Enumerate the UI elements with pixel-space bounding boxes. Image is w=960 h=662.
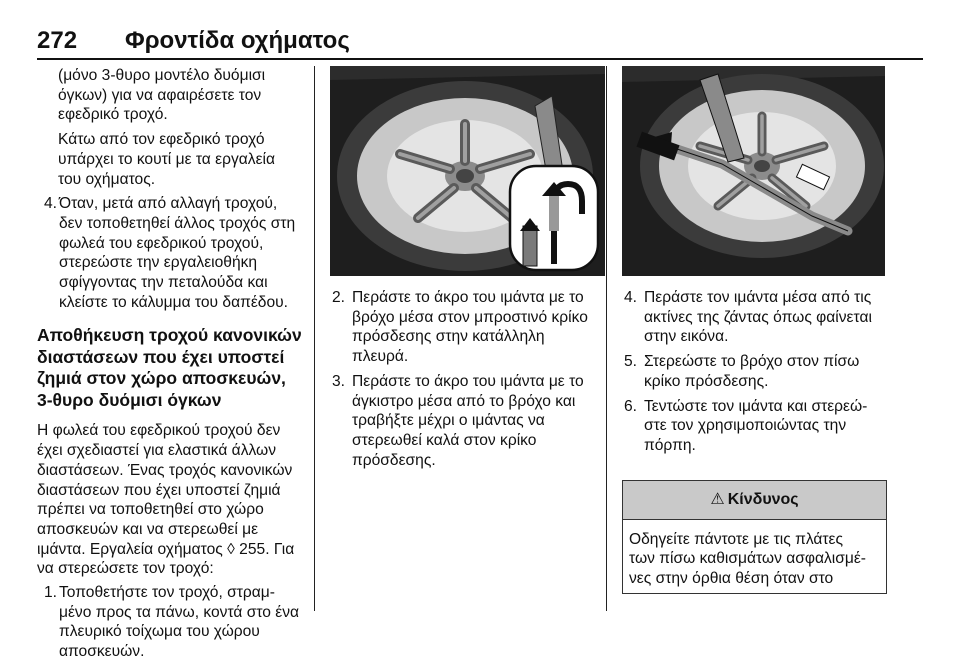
step-4-through-spokes: 4. Περάστε τον ιμάντα μέσα από τις ακτίνες της ζάντας όπως φαίνεται στην εικόνα.	[624, 289, 872, 346]
page-reference-icon: ◊	[227, 540, 235, 558]
page-header	[37, 20, 923, 60]
column-divider-1	[314, 66, 315, 611]
step-4-toolbox: 4. Όταν, μετά από αλλαγή τροχού, δεν τοποθετηθεί άλλος τροχός στη φωλεά του εφεδρικού τροχού, στερεώστε την εργαλειοθήκη σφίγγοντας την πεταλούδα και κλείστε το κάλυμμα του δαπέδου.	[44, 195, 296, 311]
page-reference-link[interactable]: 255. Για	[239, 540, 295, 558]
column-left	[37, 66, 305, 662]
steps-list-a	[37, 194, 305, 312]
continued-paragraph-2: Κάτω από τον εφεδρικό τροχό υπάρχει το κουτί με τα εργαλεία του οχήματος.	[58, 131, 276, 188]
step-5-rear-eyelet: 5. Στερεώστε το βρόχο στον πίσω κρίκο πρόσδεσης.	[624, 353, 860, 390]
step-3-hook-loop: 3. Περάστε το άκρο του ιμάντα με το άγκιστρο μέσα από το βρόχο και τραβήξτε μέχρι ο ιμάντας να στερεωθεί καλά στον κρίκο πρόσδεσης.	[332, 372, 584, 469]
warning-header	[623, 481, 886, 520]
column-right	[622, 66, 885, 594]
warning-title: Κίνδυνος	[727, 490, 799, 508]
illustration-strap-through-eyelet	[330, 66, 605, 276]
step-1-place-wheel: 1. Τοποθετήστε τον τροχό, στραμ- μένο προς τα πάνω, κοντά στο ένα πλευρικό τοίχωμα του χώρου αποσκευών.	[44, 584, 300, 661]
steps-list-c	[330, 288, 605, 470]
step-2-pass-strap: 2. Περάστε το άκρο του ιμάντα με το βρόχο μέσα στον μπροστινό κρίκο πρόσδεσης στην κατάλληλη πλευρά.	[332, 289, 588, 366]
warning-text: Οδηγείτε πάντοτε με τις πλάτες των πίσω καθισμάτων ασφαλισμέ- νες στην όρθια θέση όταν στο	[629, 530, 867, 588]
warning-triangle-icon: ⚠	[710, 490, 725, 508]
continued-paragraph-1: (μόνο 3-θυρο μοντέλο δυόμισι όγκων) για να αφαιρέσετε τον εφεδρικό τροχό.	[58, 67, 266, 124]
danger-warning-box	[622, 480, 887, 594]
page-number: 272	[37, 27, 78, 54]
column-middle	[330, 66, 605, 470]
illustration-strap-through-spokes	[622, 66, 885, 276]
step-6-tighten-strap: 6. Τεντώστε τον ιμάντα και στερεώ- στε τον χρησιμοποιώντας την πόρπη.	[624, 397, 868, 454]
steps-list-b	[37, 583, 305, 662]
column-divider-2	[606, 66, 607, 611]
page-title: Φροντίδα οχήματος	[125, 27, 350, 54]
section-body: Η φωλεά του εφεδρικού τροχού δεν έχει σχεδιαστεί για ελαστικά άλλων διαστάσεων. Ένας τροχός κανονικών διαστάσεων που έχει υποστεί ζημιά πρέπει να τοποθετηθεί στο χώρο αποσκευών και να στερεωθεί με ιμάντα. Εργαλεία οχήματος ◊ 255. Για να στερεώσετε τον τροχό:	[37, 422, 295, 578]
steps-list-d	[622, 288, 885, 456]
section-heading: Αποθήκευση τροχού κανονικών διαστάσεων που έχει υποστεί ζημιά στον χώρο αποσκευών, 3-θυρο δυόμισι όγκων	[37, 325, 302, 410]
